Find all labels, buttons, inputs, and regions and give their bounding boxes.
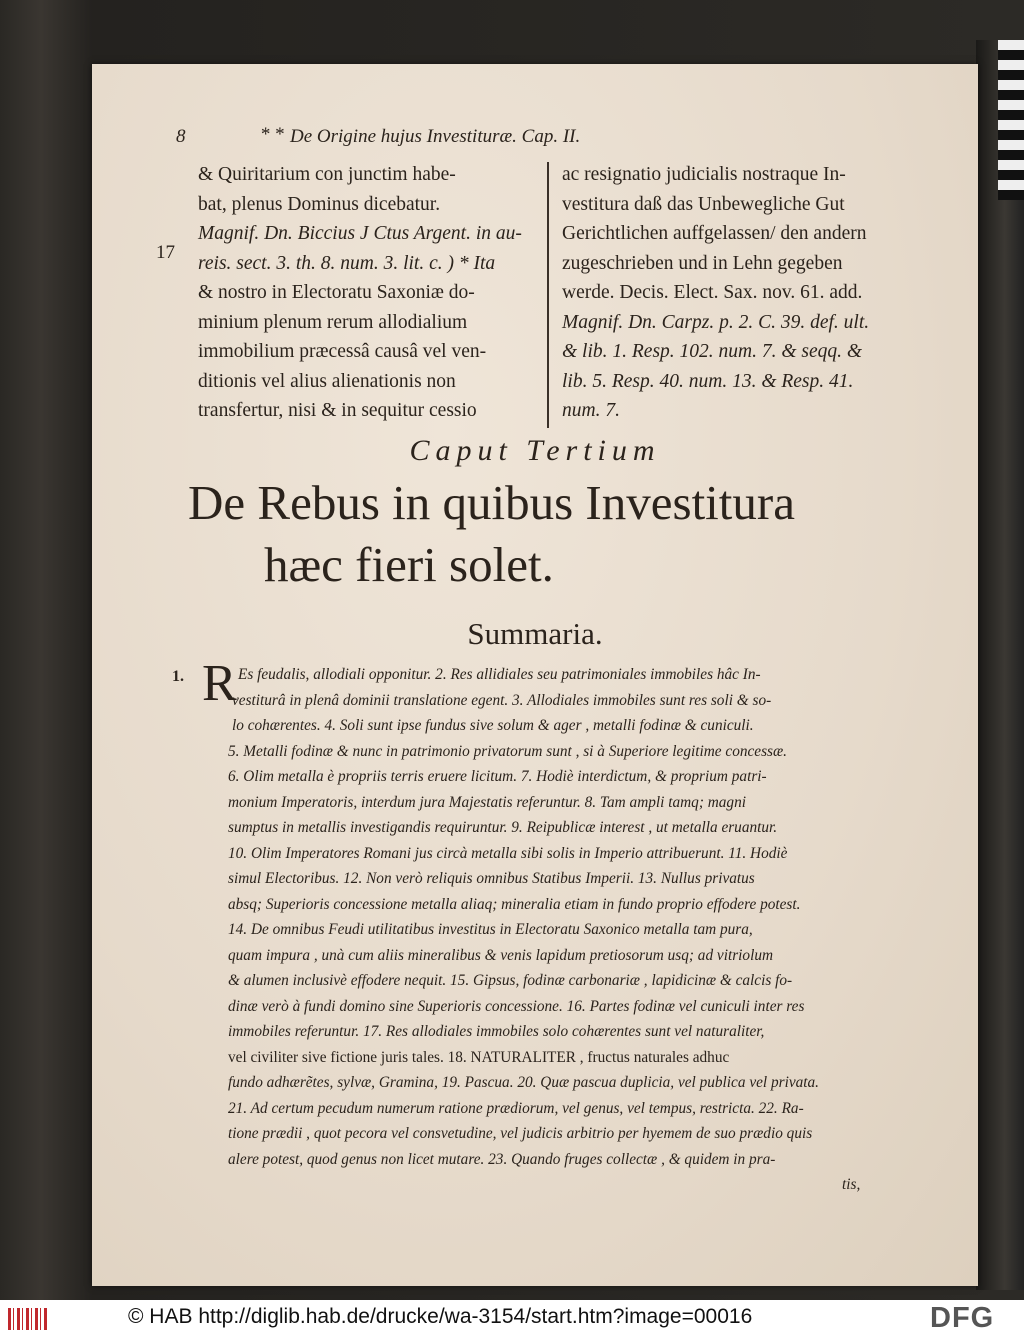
text-line: lib. 5. Resp. 40. num. 13. & Resp. 41. [562,370,854,392]
chapter-caption: Caput Tertium [409,434,661,467]
summary-line: dinæ verò à fundi domino sine Superioris concessione. 16. Partes fodinæ vel cuniculi inter res [228,997,805,1015]
text-line: immobilium præcessâ causâ vel ven- [198,341,487,362]
text-line: reis. sect. 3. th. 8. num. 3. lit. c. ) * Ita [198,252,496,274]
summary-line: monium Imperatoris, interdum jura Majestatis referuntur. 8. Tam ampli tamq; magni [228,793,746,811]
summary-line: lo cohærentes. 4. Soli sunt ipse fundus sive solum & ager , metalli fodinæ & cuniculi. [232,717,754,734]
summary-line: fundo adhærẽtes, sylvæ, Gramina, 19. Pascua. 20. Quæ pascua duplicia, vel publica vel privata. [228,1074,819,1091]
dfg-logo: DFG [930,1302,995,1334]
summary-number: 1. [172,668,184,685]
text-line: & Quiritarium con junctim habe- [198,164,456,185]
text-line: Gerichtlichen auffgelassen/ den andern [562,223,867,244]
text-line: ditionis vel alius alienationis non [198,370,456,392]
drop-cap: R [202,655,237,712]
summary-line: quam impura , unà cum aliis mineralibus & venis lapidum pretiosorum usq; ad vitriolum [228,946,774,964]
text-line: transfertur, nisi & in sequitur cessio [198,400,477,421]
summary-line: Es feudalis, allodiali opponitur. 2. Res allidiales seu patrimoniales immobiles hâc In- [238,666,761,683]
barcode-icon [8,1308,48,1330]
right-column [562,160,924,426]
page-number: 8 [176,126,186,147]
summary-line: simul Electoribus. 12. Non verò reliquis omnibus Statibus Imperii. 13. Nullus privatus [228,870,755,887]
summary-line: vestiturâ in plenâ dominii translatione egent. 3. Allodiales immobiles sunt res soli & so- [232,691,772,709]
summaria-heading: Summaria. [467,616,603,651]
running-title: De Origine hujus Investituræ. Cap. II. [290,126,581,147]
summary-line: 5. Metalli fodinæ & nunc in patrimonio privatorum sunt , si à Superiore legitime concessæ. [228,742,788,760]
summary-line: tis, [842,1176,861,1193]
text-line: zugeschrieben und in Lehn gegeben [562,252,843,274]
summary-line: absq; Superioris concessione metalla aliaq; mineralia etiam in fundo proprio effodere potest. [228,895,801,913]
viewer-footer [0,1300,1024,1337]
book-edge [976,40,1024,1290]
summary-line: alere potest, quod genus non licet mutare. 23. Quando fruges collectæ , & quidem in pra- [228,1150,776,1168]
text-line: bat, plenus Dominus dicebatur. [198,193,441,215]
header-ornament: * * [260,124,284,145]
summary-line: 21. Ad certum pecudum numerum ratione prædiorum, vel genus, vel tempus, restricta. 22. Ra- [228,1099,804,1117]
text-line: vestitura daß das Unbewegliche Gut [562,193,845,215]
text-line: minium plenum rerum allodialium [198,311,468,333]
summary-line: sumptus in metallis investigandis requiruntur. 9. Reipublicæ interest , ut metalla eruantur. [228,819,778,836]
summary-line: 14. De omnibus Feudi utilitatibus investitus in Electoratu Saxonico metalla tam pura, [228,921,753,938]
book-page [92,64,978,1286]
summaria-text [172,655,936,1198]
text-line: ac resignatio judicialis nostraque In- [562,164,846,185]
text-line: & nostro in Electoratu Saxoniæ do- [198,282,475,303]
left-column [198,160,548,426]
summary-line: 10. Olim Imperatores Romani jus circà metalla sibi solis in Imperio attribuerunt. 11. Hodiè [228,844,788,862]
text-line: Magnif. Dn. Carpz. p. 2. C. 39. def. ult. [562,311,870,333]
scale-ruler [998,40,1024,200]
summary-line: immobiles referuntur. 17. Res allodiales immobiles solo cohærentes sunt vel naturaliter, [228,1023,765,1040]
chapter-title-line-1: De Rebus in quibus Investitura [188,475,795,530]
text-line: & lib. 1. Resp. 102. num. 7. & seqq. & [562,341,863,362]
summary-line: & alumen inclusivè effodere nequit. 15. Gipsus, fodinæ carbonariæ , lapidicinæ & calcis fo- [228,972,793,989]
column-divider [547,162,549,428]
text-line: Magnif. Dn. Biccius J Ctus Argent. in au- [198,223,522,244]
chapter-title-line-2: hæc fieri solet. [264,537,554,592]
running-header [176,124,876,154]
summary-line: vel civiliter sive fictione juris tales. 18. NATURALITER , fructus naturales adhuc [228,1048,730,1066]
summary-line: 6. Olim metalla è propriis terris eruere licitum. 7. Hodiè interdictum, & proprium patri- [228,768,767,785]
summary-line: tione prædii , quot pecora vel consvetudine, vel judicis arbitrio per hyemem de suo prædio quis [228,1125,813,1142]
text-line: num. 7. [562,400,620,421]
source-link[interactable]: © HAB http://diglib.hab.de/drucke/wa-3154/start.htm?image=00016 [128,1305,753,1328]
text-line: werde. Decis. Elect. Sax. nov. 61. add. [562,282,863,303]
margin-note: 17 [156,242,175,263]
